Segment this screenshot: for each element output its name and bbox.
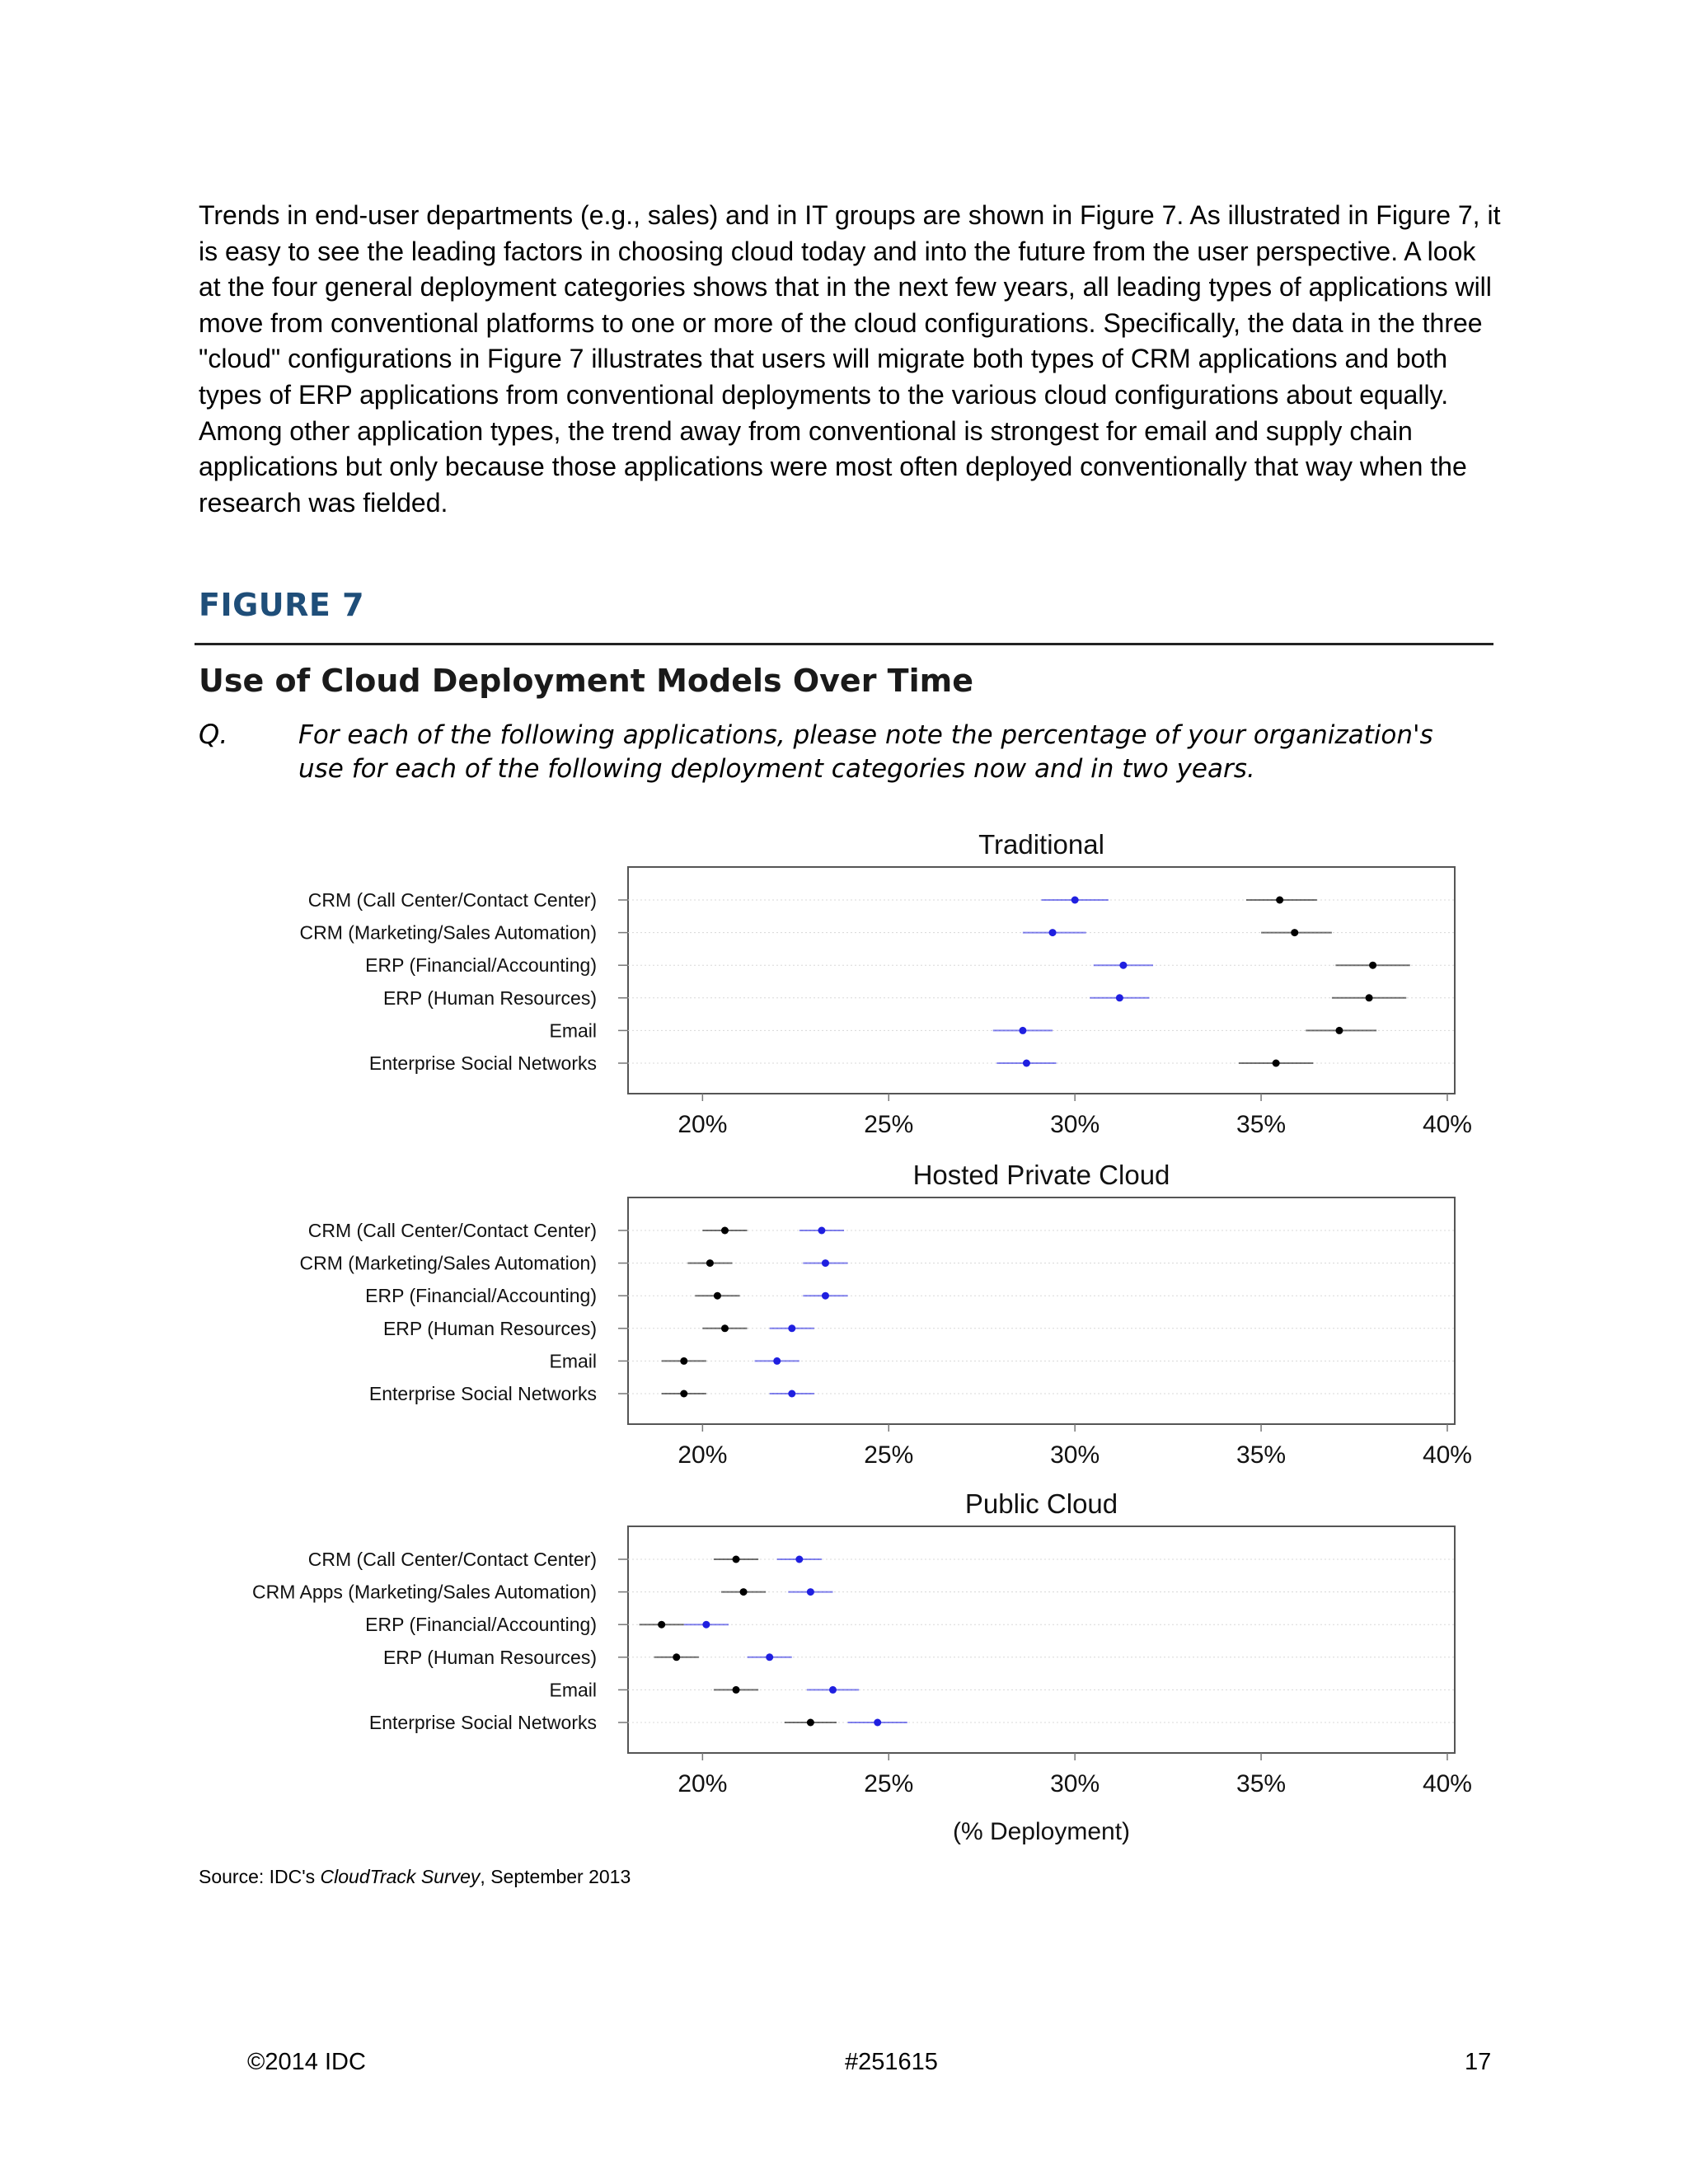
panel-title: Hosted Private Cloud	[912, 1160, 1170, 1190]
x-tick-label: 25%	[864, 1441, 914, 1469]
category-label: Enterprise Social Networks	[368, 1383, 597, 1404]
x-tick-label: 40%	[1422, 1441, 1472, 1469]
x-tick-label: 30%	[1050, 1770, 1100, 1797]
category-label: Email	[549, 1019, 597, 1042]
x-tick-label: 40%	[1422, 1111, 1472, 1138]
data-point	[714, 1292, 721, 1300]
data-point	[1366, 994, 1373, 1001]
data-point	[1369, 962, 1376, 969]
data-point	[733, 1556, 740, 1563]
data-point	[818, 1227, 825, 1235]
data-point	[829, 1686, 837, 1694]
source-survey-name: CloudTrack Survey	[320, 1866, 481, 1887]
data-point	[680, 1390, 687, 1398]
data-point	[1049, 929, 1057, 936]
data-point	[795, 1556, 803, 1563]
category-label: ERP (Human Resources)	[382, 1317, 597, 1339]
category-label: ERP (Human Resources)	[382, 987, 597, 1009]
x-tick-label: 25%	[864, 1770, 914, 1797]
category-label: Email	[549, 1350, 597, 1372]
data-point	[822, 1292, 829, 1300]
x-axis-label: (% Deployment)	[952, 1818, 1131, 1845]
data-point	[1116, 994, 1123, 1001]
x-tick-label: 20%	[678, 1441, 728, 1469]
data-point	[702, 1621, 710, 1629]
footer-page-number: 17	[1465, 2049, 1492, 2075]
category-label: ERP (Human Resources)	[382, 1646, 597, 1668]
category-label: CRM (Call Center/Contact Center)	[307, 889, 597, 911]
x-tick-label: 35%	[1236, 1111, 1287, 1138]
x-tick-label: 30%	[1050, 1111, 1100, 1138]
panel-frame	[628, 867, 1455, 1094]
data-point	[773, 1357, 781, 1365]
x-tick-label: 35%	[1236, 1770, 1287, 1797]
footer-copyright: ©2014 IDC	[247, 2049, 366, 2075]
x-tick-label: 35%	[1236, 1441, 1287, 1469]
figure-label: FIGURE 7	[199, 587, 365, 623]
category-label: Enterprise Social Networks	[368, 1052, 597, 1074]
source-note	[199, 1866, 631, 1888]
data-point	[1019, 1027, 1026, 1034]
data-point	[1023, 1060, 1030, 1067]
data-point	[807, 1588, 814, 1596]
source-prefix: Source: IDC's	[199, 1866, 321, 1887]
category-label: CRM (Call Center/Contact Center)	[307, 1549, 597, 1570]
category-label: CRM (Marketing/Sales Automation)	[299, 921, 597, 944]
data-point	[1273, 1060, 1280, 1067]
category-label: ERP (Financial/Accounting)	[365, 1285, 597, 1307]
data-point	[874, 1719, 881, 1727]
panel-title: Public Cloud	[964, 1488, 1118, 1519]
question-label: Q.	[199, 719, 228, 750]
data-point	[822, 1259, 829, 1267]
x-tick-label: 20%	[678, 1111, 728, 1138]
x-tick-label: 25%	[864, 1111, 914, 1138]
category-label: CRM (Marketing/Sales Automation)	[299, 1252, 597, 1274]
category-label: ERP (Financial/Accounting)	[365, 1614, 597, 1636]
x-tick-label: 20%	[678, 1770, 728, 1797]
data-point	[788, 1390, 795, 1398]
data-point	[740, 1588, 748, 1596]
figure-divider	[195, 643, 1493, 645]
panel-frame	[628, 1526, 1455, 1753]
panel-frame	[628, 1197, 1455, 1424]
data-point	[721, 1227, 729, 1235]
category-label: Enterprise Social Networks	[368, 1712, 597, 1733]
data-point	[1335, 1027, 1343, 1034]
footer-doc-number: #251615	[845, 2049, 938, 2075]
category-label: ERP (Financial/Accounting)	[365, 954, 597, 977]
data-point	[1119, 962, 1127, 969]
data-point	[1276, 897, 1283, 904]
data-point	[1291, 929, 1298, 936]
body-paragraph: Trends in end-user departments (e.g., sales) and in IT groups are shown in Figure 7. As illustrated in Figure 7, it is easy to see the leading factors in choosing cloud today and into the future from the user perspective. A look at the four general deployment categories shows that in the next few years, all leading types of applications will move from conventional platforms to one or more of the cloud configurations. Specifically, the data in the three "cloud" configurations in Figure 7 illustrates that users will migrate both types of CRM applications and both types of ERP applications from conventional deployments to the various cloud configurations about equally. Among other application types, the trend away from conventional is strongest for email and supply chain applications but only because those applications were most often deployed conventionally that way when the research was fielded.	[199, 200, 1501, 518]
data-point	[706, 1259, 714, 1267]
data-point	[788, 1324, 795, 1332]
data-point	[658, 1621, 665, 1629]
source-suffix: , September 2013	[480, 1866, 631, 1887]
data-point	[1071, 897, 1079, 904]
dot-plot-chart	[0, 816, 1688, 1846]
question-text: For each of the following applications, please note the percentage of your organization's use for each of the following deployment categories now and in two years.	[298, 720, 1433, 784]
data-point	[807, 1719, 814, 1727]
data-point	[733, 1686, 740, 1694]
panel-title: Traditional	[978, 829, 1104, 860]
data-point	[721, 1324, 729, 1332]
figure-title: Use of Cloud Deployment Models Over Time	[199, 663, 973, 699]
data-point	[673, 1653, 680, 1661]
data-point	[766, 1653, 773, 1661]
category-label: CRM (Call Center/Contact Center)	[307, 1220, 597, 1241]
category-label: CRM Apps (Marketing/Sales Automation)	[251, 1581, 597, 1603]
data-point	[680, 1357, 687, 1365]
x-tick-label: 30%	[1050, 1441, 1100, 1469]
category-label: Email	[549, 1679, 597, 1701]
x-tick-label: 40%	[1422, 1770, 1472, 1797]
